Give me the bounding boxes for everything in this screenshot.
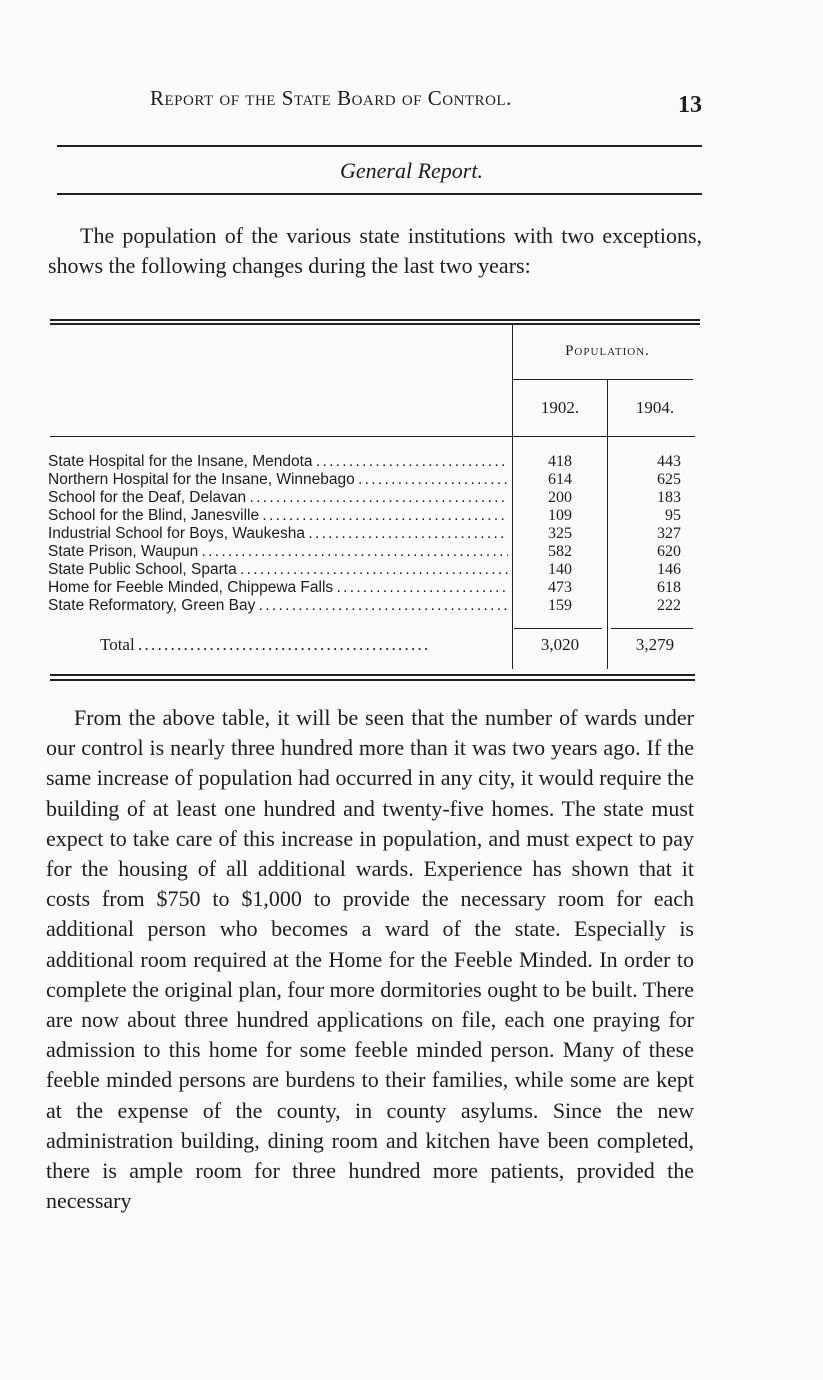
value-1902: 109 [548,507,572,524]
table-row [48,525,738,543]
value-1902: 614 [548,471,572,488]
section-subtitle: General Report. [340,158,483,183]
table-row [48,453,738,471]
value-1904: 625 [657,471,681,488]
value-1904: 183 [657,489,681,506]
value-1904: 95 [665,507,681,524]
institution-name: State Hospital for the Insane, Mendota . . . [48,453,508,471]
table-row [48,579,738,597]
body-paragraph: From the above table, it will be seen that the number of wards under our control is nearly three hundred more than it was two years ago. If the same increase of population had occurred in any city, it would require the building of at least one hundred and twenty-five homes. The state must expect to take care of this increase in population, and must expect to pay for the housing of all additional wards. Experience has shown that it costs from $750 to $1,000 to provide the necessary room for each additional person who becomes a ward of the state. Especially is additional room required at the Home for the Feeble Minded. In order to complete the original plan, four more dormitories ought to be built. There are now about three hundred applications on file, each one praying for admission to this home for some feeble minded person. Many of these feeble minded persons are burdens to their families, while some are kept at the expense of the county, in county asylums. Since the new administration building, dining room and kitchen have been completed, there is ample room for three hundred more patients, provided the necessary [46,705,694,1214]
running-header-title: Report of the State Board of Control. [150,86,512,110]
table-bottom-rule-2 [50,679,695,681]
institution-name: School for the Deaf, Delavan . . . [48,489,508,507]
institution-name: Home for Feeble Minded, Chippewa Falls . . . [48,579,508,597]
value-1902: 325 [548,525,572,542]
institution-name: State Public School, Sparta . . . [48,561,508,579]
total-1902: 3,020 [540,635,580,654]
value-1902: 418 [548,453,572,470]
population-group-header: Population. [565,343,650,359]
value-1902: 473 [548,579,572,596]
value-1904: 620 [657,543,681,560]
value-1904: 327 [657,525,681,542]
value-1904: 443 [657,453,681,470]
institution-name: State Prison, Waupun . . . [48,543,508,561]
total-row [100,635,700,657]
table-bottom-rule-1 [50,674,695,676]
table-row [48,507,738,525]
table-top-rule-1 [50,319,700,321]
year-1902-header: 1902. [540,398,580,417]
institution-name: Northern Hospital for the Insane, Winnebago . . . [48,471,508,489]
header-rule-bottom [57,193,702,195]
institution-name: School for the Blind, Janesville . . . [48,507,508,525]
value-1904: 146 [657,561,681,578]
value-1902: 582 [548,543,572,560]
table-top-rule-2 [50,323,700,325]
table-header-bottom-rule [50,436,695,437]
page-number: 13 [678,92,702,118]
institution-name: State Reformatory, Green Bay . . . [48,597,508,615]
total-rule-1902 [514,628,602,629]
table-row [48,489,738,507]
value-1902: 140 [548,561,572,578]
total-rule-1904 [611,628,693,629]
table-row [48,471,738,489]
table-row [48,543,738,561]
total-1904: 3,279 [635,635,675,654]
value-1902: 159 [548,597,572,614]
intro-paragraph: The population of the various state institutions with two exceptions, shows the following changes during the last two years: [48,223,702,278]
institution-name: Industrial School for Boys, Waukesha . . . [48,525,508,543]
header-rule-top [57,145,702,147]
table-rows [48,453,738,615]
table-row [48,597,738,615]
value-1904: 618 [657,579,681,596]
year-1904-header: 1904. [635,398,675,417]
value-1904: 222 [657,597,681,614]
value-1902: 200 [548,489,572,506]
population-header-rule [513,379,693,380]
table-row [48,561,738,579]
total-label: Total . . . [100,635,500,655]
